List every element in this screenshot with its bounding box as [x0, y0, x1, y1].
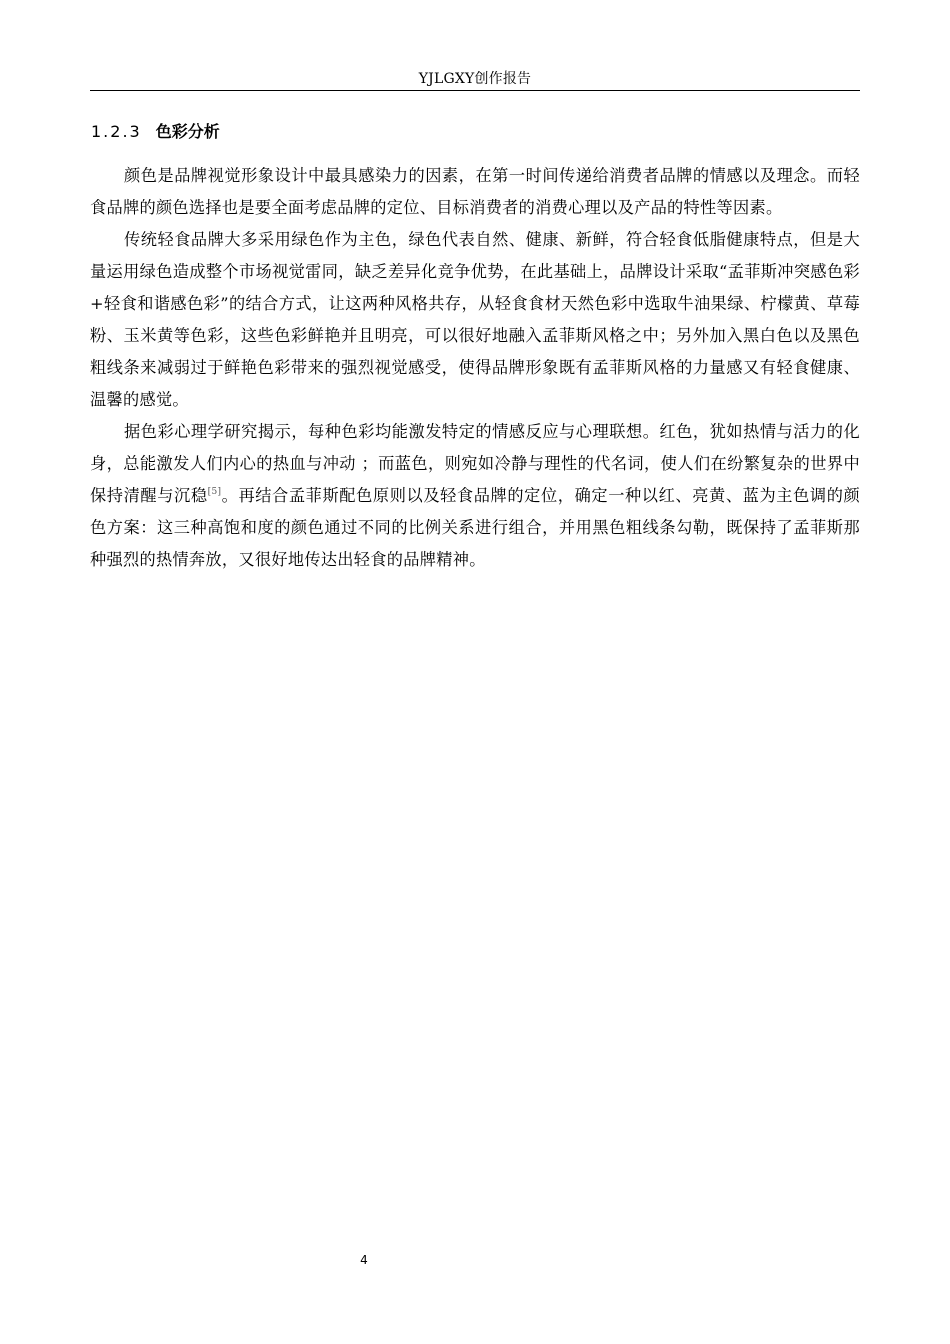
paragraph-3-text-after-citation: 。再结合孟菲斯配色原则以及轻食品牌的定位，确定一种以红、亮黄、蓝为主色调的颜色方案：这三种高饱和度的颜色通过不同的比例关系进行组合，并用黑色粗线条勾勒，既保持了孟菲斯那种强烈的热情奔放，又很好地传达出轻食的品牌精神。 — [90, 486, 860, 569]
section-title: 色彩分析 — [155, 122, 220, 141]
paragraph-3 — [90, 416, 860, 576]
paragraph-1: 颜色是品牌视觉形象设计中最具感染力的因素，在第一时间传递给消费者品牌的情感以及理念。而轻食品牌的颜色选择也是要全面考虑品牌的定位、目标消费者的消费心理以及产品的特性等因素。 — [90, 166, 860, 217]
page-number: 4 — [360, 1253, 368, 1267]
citation-reference: [5] — [207, 487, 222, 497]
section-heading — [91, 121, 220, 143]
header-title: YJLGXY创作报告 — [418, 71, 532, 87]
section-number: 1.2.3 — [91, 122, 142, 141]
paragraph-2: 传统轻食品牌大多采用绿色作为主色，绿色代表自然、健康、新鲜，符合轻食低脂健康特点，但是大量运用绿色造成整个市场视觉雷同，缺乏差异化竞争优势，在此基础上，品牌设计采取“孟菲斯冲突感色彩+轻食和谐感色彩”的结合方式，让这两种风格共存，从轻食食材天然色彩中选取牛油果绿、柠檬黄、草莓粉、玉米黄等色彩，这些色彩鲜艳并且明亮，可以很好地融入孟菲斯风格之中；另外加入黑白色以及黑色粗线条来减弱过于鲜艳色彩带来的强烈视觉感受，使得品牌形象既有孟菲斯风格的力量感又有轻食健康、温馨的感觉。 — [90, 230, 860, 409]
paragraph-3-text-before-citation: 据色彩心理学研究揭示，每种色彩均能激发特定的情感反应与心理联想。红色，犹如热情与活力的化身，总能激发人们内心的热血与冲动 ；而蓝色，则宛如冷静与理性的代名词，使人们在纷繁复杂的世界中保持清醒与沉稳 — [90, 422, 860, 505]
page-header — [90, 70, 860, 91]
body-text — [90, 160, 860, 576]
